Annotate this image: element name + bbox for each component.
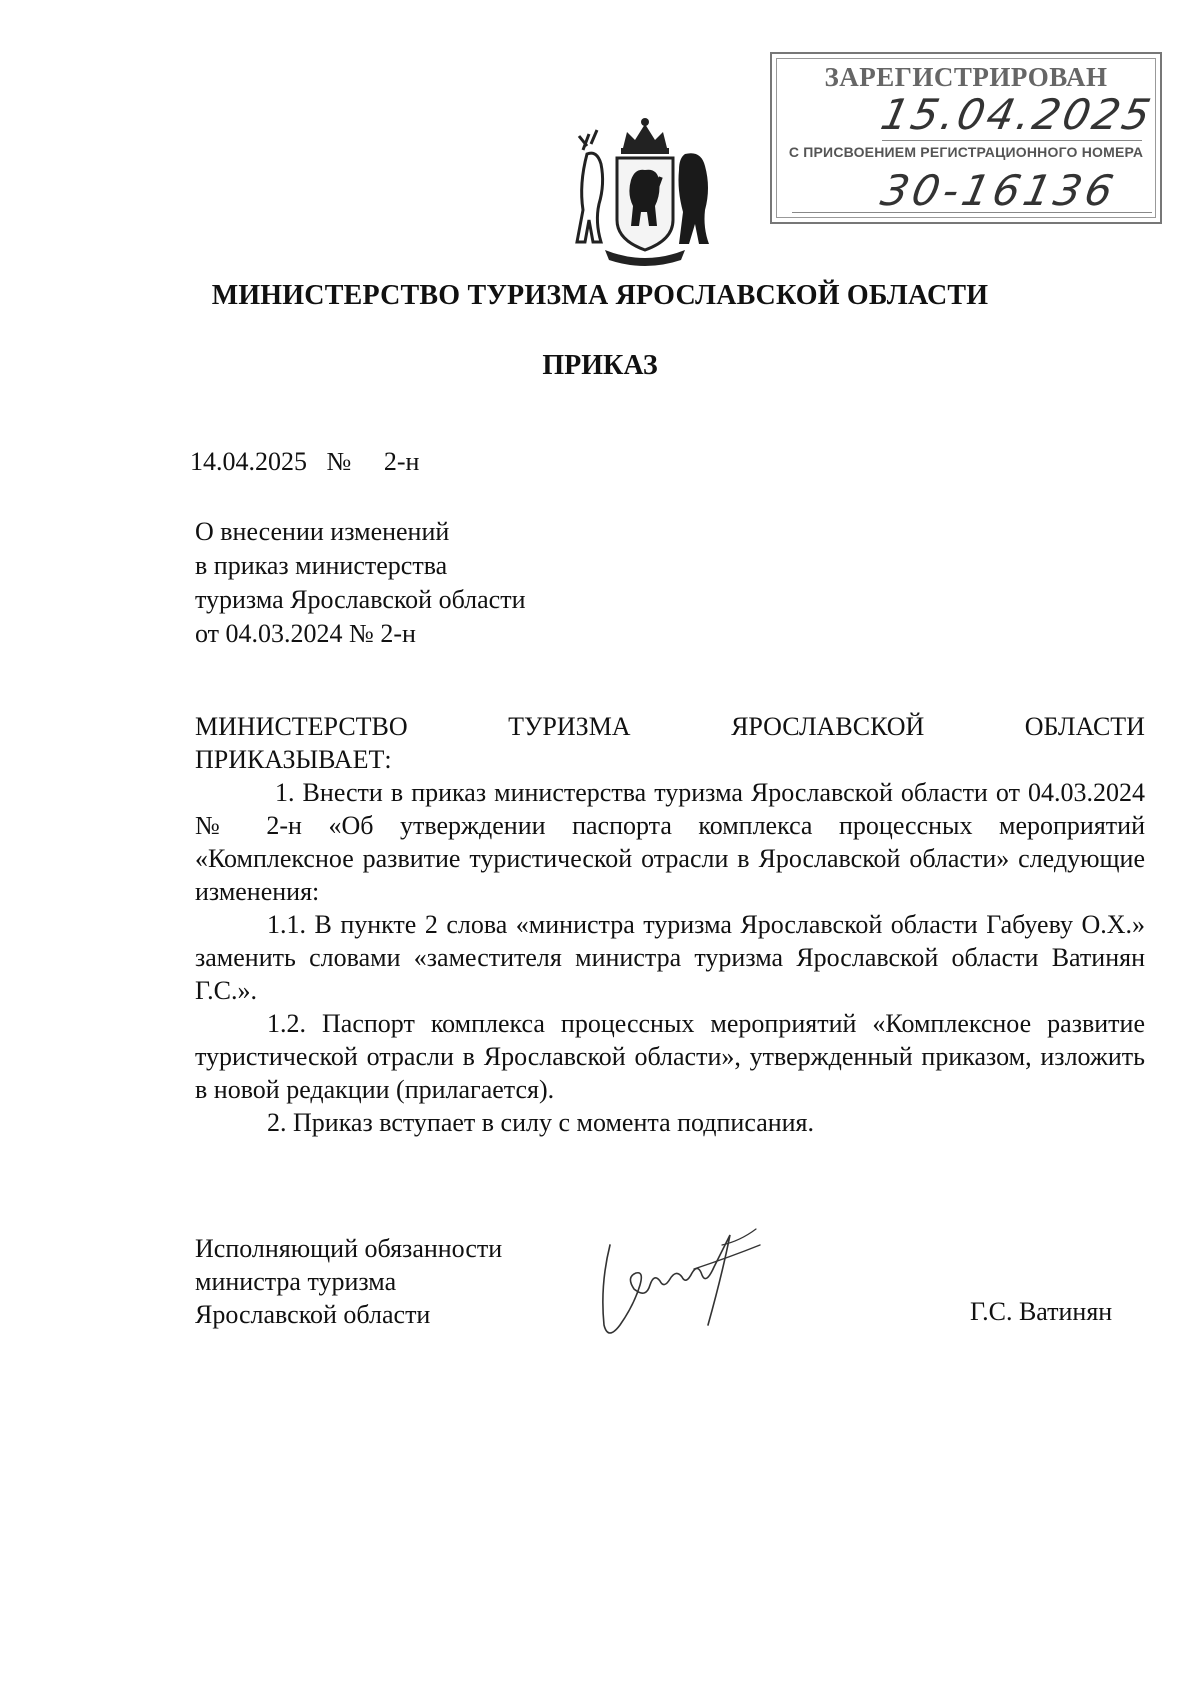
order-number: 2-н — [383, 447, 420, 476]
preamble-word: ЯРОСЛАВСКОЙ — [731, 712, 925, 741]
subject-line: туризма Ярославской области — [195, 585, 526, 614]
preamble-word: ОБЛАСТИ — [1024, 712, 1145, 741]
paragraph-1-1: 1.1. В пункте 2 слова «министра туризма Ярославской области Габуеву О.Х.» заменить словами «заместителя министра туризма Ярославской области Ватинян Г.С.». — [195, 910, 1145, 1005]
stamp-title: ЗАРЕГИСТРИРОВАН — [824, 62, 1108, 92]
preamble-word: МИНИСТЕРСТВО — [195, 712, 408, 741]
stamp-subtitle: С ПРИСВОЕНИЕМ РЕГИСТРАЦИОННОГО НОМЕРА — [788, 144, 1144, 160]
stamp-date: 15.04.2025 — [876, 90, 1158, 139]
position-line: Исполняющий обязанности — [195, 1234, 503, 1263]
subject-line: в приказ министерства — [195, 551, 448, 580]
ministry-heading: МИНИСТЕРСТВО ТУРИЗМА ЯРОСЛАВСКОЙ ОБЛАСТИ — [211, 280, 989, 311]
order-body — [195, 710, 1145, 1139]
subject-line: от 04.03.2024 № 2-н — [195, 619, 416, 648]
preamble-word: ТУРИЗМА — [508, 712, 631, 741]
signer-name: Г.С. Ватинян — [970, 1297, 1113, 1326]
document-type-heading: ПРИКАЗ — [542, 350, 658, 381]
paragraph-1-2: 1.2. Паспорт комплекса процессных мероприятий «Комплексное развитие туристической отрасли в Ярославской области», утвержденный приказом, изложить в новой редакции (прилагается). — [195, 1009, 1145, 1104]
registration-stamp — [770, 52, 1162, 224]
paragraph-1: 1. Внести в приказ министерства туризма Ярославской области от 04.03.2024 № 2-н «Об утверждении паспорта комплекса процессных мероприятий «Комплексное развитие туристической отрасли в Ярославской области» следующие изменения: — [195, 778, 1145, 906]
preamble-end: ПРИКАЗЫВАЕТ: — [195, 745, 392, 774]
handwritten-signature — [590, 1215, 790, 1345]
position-line: Ярославской области — [195, 1300, 431, 1329]
coat-of-arms-icon — [565, 110, 725, 270]
position-line: министра туризма — [195, 1267, 397, 1296]
subject-line: О внесении изменений — [195, 517, 450, 546]
stamp-number: 30-16136 — [876, 166, 1122, 215]
paragraph-2: 2. Приказ вступает в силу с момента подписания. — [267, 1108, 815, 1137]
order-meta — [190, 447, 419, 477]
order-subject — [195, 515, 526, 651]
order-date: 14.04.2025 — [190, 447, 307, 476]
stamp-divider — [882, 140, 1142, 141]
preamble — [195, 710, 1145, 776]
stamp-divider — [792, 212, 1152, 213]
order-number-sign: № — [326, 447, 352, 476]
signatory-position — [195, 1232, 502, 1331]
